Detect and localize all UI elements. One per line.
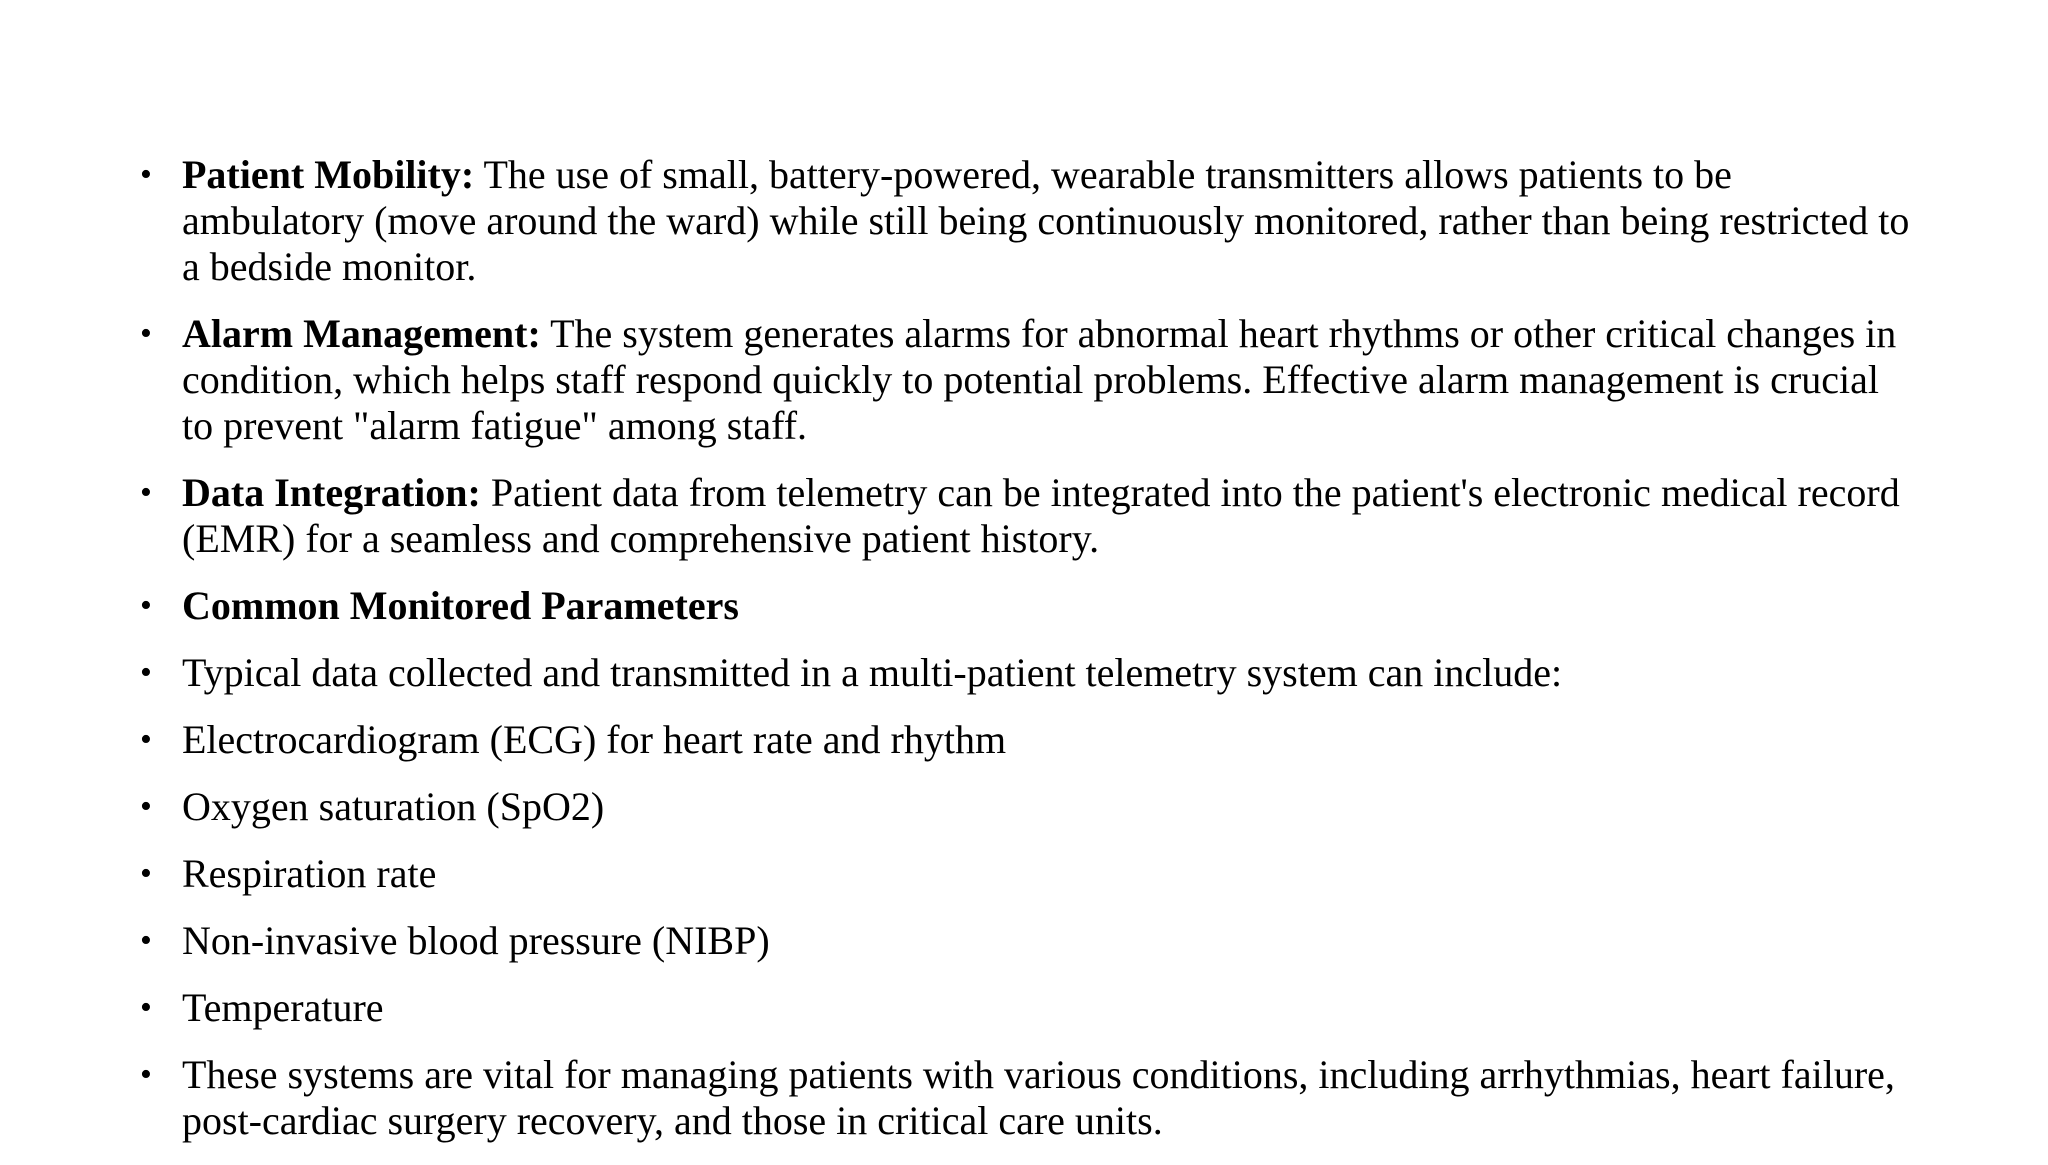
bullet-item-alarm-management [140,311,1920,449]
bullet-text: Non-invasive blood pressure (NIBP) [182,918,770,963]
bullet-item-patient-mobility [140,152,1920,290]
bullet-text: Typical data collected and transmitted in a multi-patient telemetry system can include: [182,650,1563,695]
bullet-text: Oxygen saturation (SpO2) [182,784,605,829]
bullet-icon: • [140,788,152,825]
bullet-item-typical-data [140,650,1920,696]
bullet-lead: Data Integration: [182,470,481,515]
bullet-text: These systems are vital for managing patients with various conditions, including arrhythmias, heart failure, post-cardiac surgery recovery, and those in critical care units. [182,1052,1895,1143]
bullet-icon: • [140,922,152,959]
bullet-text: The system generates alarms for abnormal heart rhythms or other critical changes in condition, which helps staff respond quickly to potential problems. Effective alarm management is crucial to prevent "alarm fatigue" among staff. [182,311,1897,448]
bullet-icon: • [140,315,152,352]
bullet-lead: Alarm Management: [182,311,541,356]
bullet-icon: • [140,721,152,758]
bullet-item-spo2 [140,784,1920,830]
bullet-text: Patient data from telemetry can be integrated into the patient's electronic medical record (EMR) for a seamless and comprehensive patient history. [182,470,1900,561]
bullet-icon: • [140,156,152,193]
bullet-item-vital-systems [140,1052,1920,1144]
bullet-item-respiration [140,851,1920,897]
bullet-text: Electrocardiogram (ECG) for heart rate and rhythm [182,717,1007,762]
bullet-lead: Common Monitored Parameters [182,583,739,628]
bullet-text: The use of small, battery-powered, wearable transmitters allows patients to be ambulatory (move around the ward) while still being continuously monitored, rather than being restricted to a bedside monitor. [182,152,1910,289]
bullet-icon: • [140,587,152,624]
bullet-item-nibp [140,918,1920,964]
bullet-lead: Patient Mobility: [182,152,475,197]
bullet-item-data-integration [140,470,1920,562]
bullet-list [140,152,1920,1165]
bullet-icon: • [140,654,152,691]
bullet-icon: • [140,855,152,892]
bullet-icon: • [140,474,152,511]
bullet-text: Respiration rate [182,851,437,896]
bullet-item-ecg [140,717,1920,763]
bullet-icon: • [140,1056,152,1093]
bullet-item-temperature [140,985,1920,1031]
bullet-item-common-parameters-heading [140,583,1920,629]
bullet-text: Temperature [182,985,384,1030]
bullet-icon: • [140,989,152,1026]
